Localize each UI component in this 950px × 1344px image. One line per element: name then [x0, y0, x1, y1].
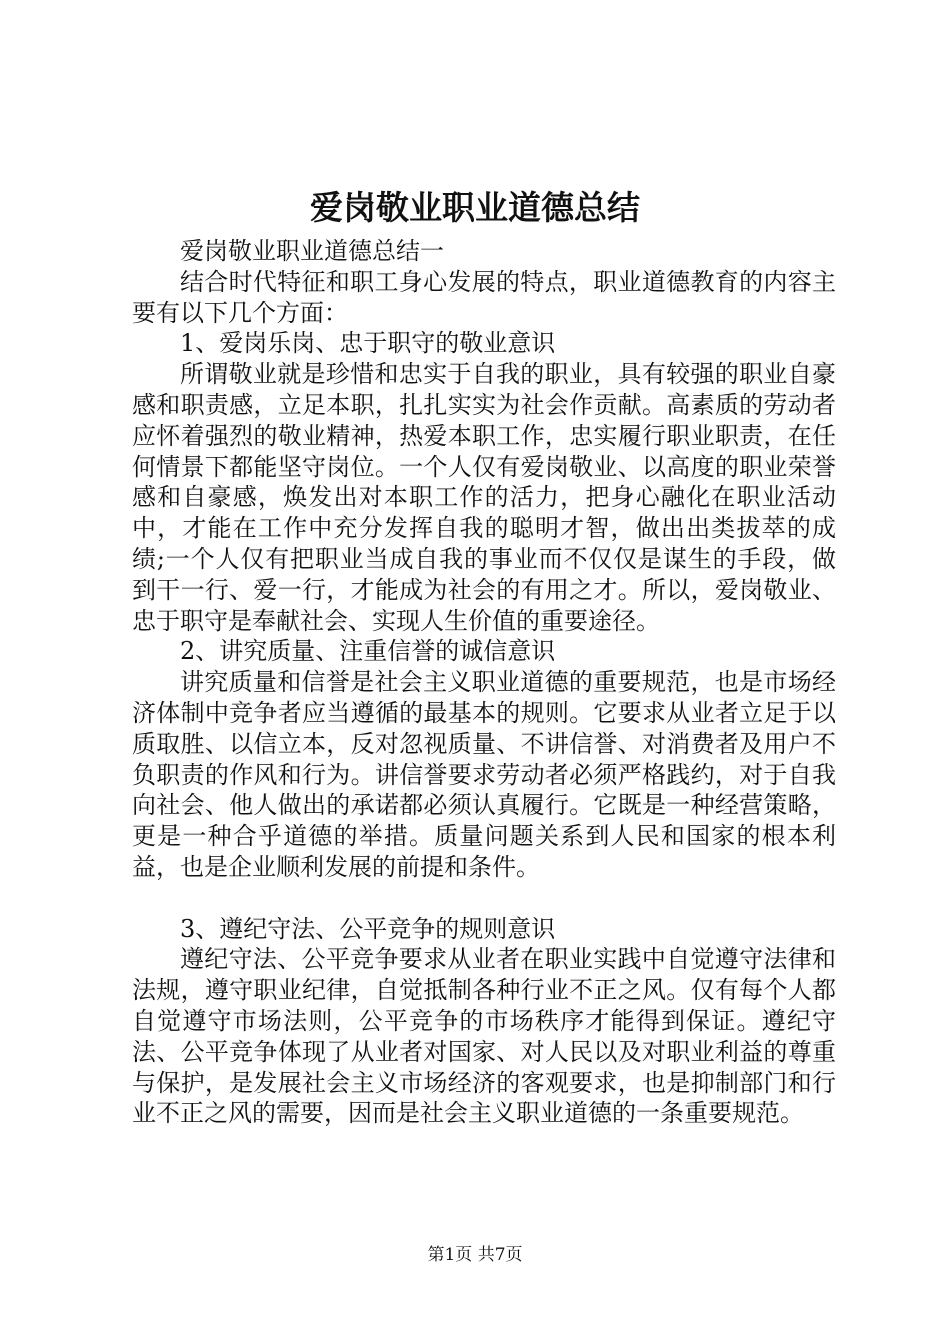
- subheading-1: 1、爱岗乐岗、忠于职守的敬业意识: [180, 329, 556, 358]
- section-heading: 爱岗敬业职业道德总结一: [180, 237, 444, 265]
- document-title: 爱岗敬业职业道德总结: [310, 188, 640, 227]
- document-body: [132, 236, 836, 1129]
- subheading-3: 3、遵纪守法、公平竞争的规则意识: [180, 914, 556, 943]
- intro-paragraph: 结合时代特征和职工身心发展的特点，职业道德教育的内容主要有以下几个方面：: [132, 267, 836, 327]
- page-number-footer: 第1页 共7页: [427, 1245, 523, 1265]
- paragraph-3: 遵纪守法、公平竞争要求从业者在职业实践中自觉遵守法律和法规，遵守职业纪律，自觉抵制各种行业不正之风。仅有每个人都自觉遵守市场法则，公平竞争的市场秩序才能得到保证。遵纪守法、公平竞争体现了从业者对国家、对人民以及对职业利益的尊重与保护，是发展社会主义市场经济的客观要求，也是抑制部门和行业不正之风的需要，因而是社会主义职业道德的一条重要规范。: [132, 945, 836, 1128]
- paragraph-2: 讲究质量和信誉是社会主义职业道德的重要规范，也是市场经济体制中竞争者应当遵循的最基本的规则。它要求从业者立足于以质取胜、以信立本，反对忽视质量、不讲信誉、对消费者及用户不负职责的作风和行为。讲信誉要求劳动者必须严格践约，对于自我向社会、他人做出的承诺都必须认真履行。它既是一种经营策略，更是一种合乎道德的举措。质量问题关系到人民和国家的根本利益，也是企业顺利发展的前提和条件。: [132, 668, 836, 881]
- subheading-2: 2、讲究质量、注重信誉的诚信意识: [180, 637, 556, 666]
- paragraph-1: 所谓敬业就是珍惜和忠实于自我的职业，具有较强的职业自豪感和职责感，立足本职，扎扎实实为社会作贡献。高素质的劳动者应怀着强烈的敬业精神，热爱本职工作，忠实履行职业职责，在任何情景下都能坚守岗位。一个人仅有爱岗敬业、以高度的职业荣誉感和自豪感，焕发出对本职工作的活力，把身心融化在职业活动中，才能在工作中充分发挥自我的聪明才智，做出出类拔萃的成绩;一个人仅有把职业当成自我的事业而不仅仅是谋生的手段，做到干一行、爱一行，才能成为社会的有用之才。所以，爱岗敬业、忠于职守是奉献社会、实现人生价值的重要途径。: [132, 360, 836, 635]
